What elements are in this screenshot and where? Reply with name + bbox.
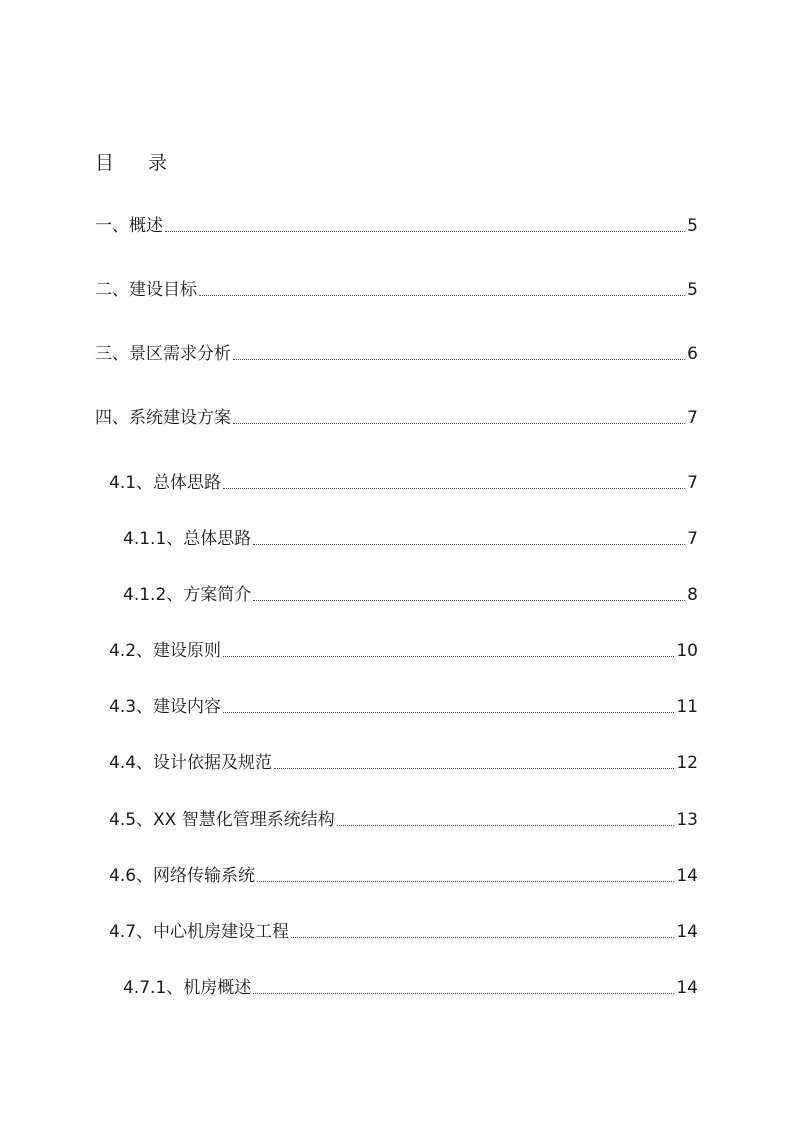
toc-entry-page: 10 (676, 641, 698, 661)
toc-entry-page: 6 (687, 344, 698, 364)
toc-entry-4-5[interactable] (109, 808, 698, 832)
dot-leader (165, 230, 685, 232)
toc-entry-4-1-1[interactable] (123, 527, 698, 551)
dot-leader (291, 936, 674, 938)
toc-entry-4-7-1[interactable] (123, 976, 698, 1000)
toc-entry-page: 14 (676, 922, 698, 942)
toc-entry-4-2[interactable] (109, 639, 698, 663)
toc-title: 目 录 (95, 152, 182, 174)
toc-entry-label: 4.7、中心机房建设工程 (109, 922, 290, 942)
toc-entry-label: 二、建设目标 (95, 280, 197, 300)
toc-entry-label: 4.7.1、机房概述 (123, 978, 252, 998)
toc-entry-label: 三、景区需求分析 (95, 344, 231, 364)
toc-entry-4-3[interactable] (109, 695, 698, 719)
dot-leader (257, 880, 674, 882)
toc-entry-label: 4.4、设计依据及规范 (109, 753, 273, 773)
dot-leader (233, 358, 685, 360)
toc-entry-4-7[interactable] (109, 920, 698, 944)
toc-entry-label: 4.2、建设原则 (109, 641, 222, 661)
dot-leader (253, 543, 685, 545)
toc-entry-4-4[interactable] (109, 751, 698, 775)
dot-leader (253, 992, 674, 994)
toc-entry-label: 一、概述 (95, 216, 163, 236)
dot-leader (274, 767, 674, 769)
dot-leader (337, 824, 675, 826)
toc-entry-4-1-2[interactable] (123, 583, 698, 607)
toc-entry-page: 11 (676, 697, 698, 717)
toc-entry-page: 7 (687, 529, 698, 549)
dot-leader (233, 422, 685, 424)
toc-entry-label: 4.6、网络传输系统 (109, 866, 256, 886)
toc-entry-page: 8 (687, 585, 698, 605)
toc-entry-label: 4.3、建设内容 (109, 697, 222, 717)
toc-entry-label: 四、系统建设方案 (95, 408, 231, 428)
toc-entry-requirements[interactable] (95, 342, 698, 366)
dot-leader (223, 711, 674, 713)
toc-entry-page: 5 (687, 216, 698, 236)
toc-entry-page: 5 (687, 280, 698, 300)
toc-entry-page: 12 (676, 753, 698, 773)
toc-entry-page: 7 (687, 473, 698, 493)
toc-entry-page: 14 (676, 866, 698, 886)
toc-entry-label: 4.1.2、方案简介 (123, 585, 252, 605)
toc-entry-page: 13 (676, 810, 698, 830)
dot-leader (223, 487, 685, 489)
toc-entry-4-1[interactable] (109, 471, 698, 495)
toc-entry-page: 7 (687, 408, 698, 428)
toc-entry-label: 4.1、总体思路 (109, 473, 222, 493)
toc-entry-label: 4.5、XX 智慧化管理系统结构 (109, 810, 335, 830)
dot-leader (253, 599, 685, 601)
toc-entry-page: 14 (676, 978, 698, 998)
toc-entry-label: 4.1.1、总体思路 (123, 529, 252, 549)
toc-entry-4-6[interactable] (109, 864, 698, 888)
dot-leader (223, 655, 674, 657)
toc-entry-goals[interactable] (95, 278, 698, 302)
toc-entry-overview[interactable] (95, 214, 698, 238)
dot-leader (199, 294, 685, 296)
toc-entry-solution[interactable] (95, 406, 698, 430)
